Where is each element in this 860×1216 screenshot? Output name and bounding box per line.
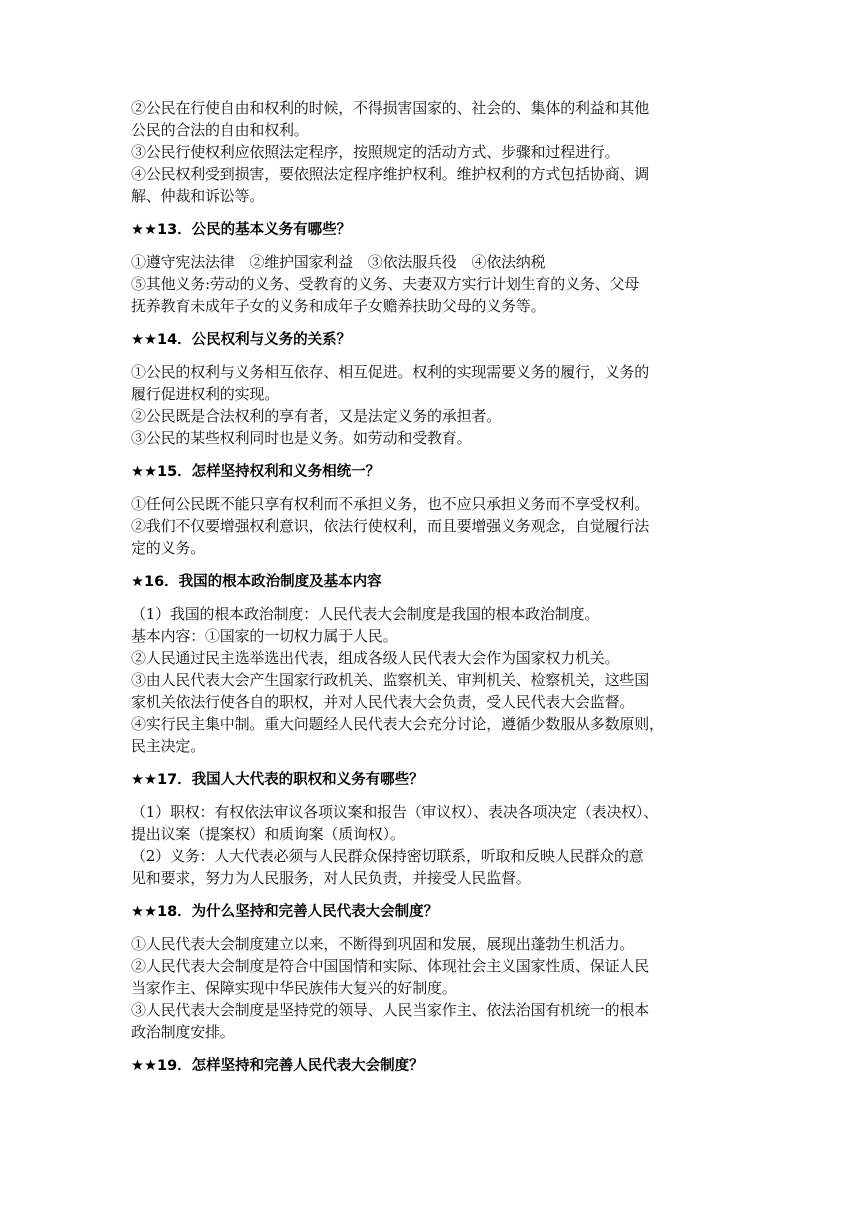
text-line: ②公民既是合法权利的享有者，又是法定义务的承担者。	[131, 407, 502, 425]
section-heading: ★★17．我国人大代表的职权和义务有哪些？	[131, 772, 424, 788]
text-line: （1）我国的根本政治制度：人民代表大会制度是我国的根本政治制度。	[131, 605, 600, 623]
document-page	[131, 97, 731, 1087]
section-14	[131, 329, 731, 449]
text-line: 基本内容：①国家的一切权力属于人民。	[131, 627, 398, 645]
section-17	[131, 769, 731, 889]
text-line: （2）义务：人大代表必须与人民群众保持密切联系，听取和反映人民群众的意	[131, 847, 644, 865]
section-18	[131, 901, 731, 1043]
text-line: 定的义务。	[131, 539, 206, 557]
section-heading: ★★18．为什么坚持和完善人民代表大会制度？	[131, 904, 439, 920]
text-line: 当家作主、保障实现中华民族伟大复兴的好制度。	[131, 979, 457, 997]
text-line: 公民的合法的自由和权利。	[131, 121, 309, 139]
section-heading: ★★19．怎样坚持和完善人民代表大会制度？	[131, 1058, 424, 1074]
text-line: 抚养教育未成年子女的义务和成年子女赡养扶助父母的义务等。	[131, 297, 546, 315]
text-line: ④实行民主集中制。重大问题经人民代表大会充分讨论，遵循少数服从多数原则，	[131, 715, 664, 733]
text-line: ①遵守宪法法律 ②维护国家利益 ③依法服兵役 ④依法纳税	[131, 253, 546, 271]
text-line: ①公民的权利与义务相互依存、相互促进。权利的实现需要义务的履行，义务的	[131, 363, 650, 381]
text-line: （1）职权：有权依法审议各项议案和报告（审议权）、表决各项决定（表决权）、	[131, 803, 659, 821]
text-line: 民主决定。	[131, 737, 206, 755]
section-heading: ★★13．公民的基本义务有哪些？	[131, 222, 352, 238]
section-16	[131, 571, 731, 757]
text-line: ⑤其他义务:劳动的义务、受教育的义务、夫妻双方实行计划生育的义务、父母	[131, 275, 640, 293]
section-heading: ★★14．公民权利与义务的关系？	[131, 332, 352, 348]
text-line: ②人民通过民主选举选出代表，组成各级人民代表大会作为国家权力机关。	[131, 649, 620, 667]
text-line: 家机关依法行使各自的职权，并对人民代表大会负责，受人民代表大会监督。	[131, 693, 635, 711]
section-15	[131, 461, 731, 559]
text-line: ②公民在行使自由和权利的时候，不得损害国家的、社会的、集体的利益和其他	[131, 99, 650, 117]
text-line: ④公民权利受到损害，要依照法定程序维护权利。维护权利的方式包括协商、调	[131, 165, 650, 183]
intro-block	[131, 97, 731, 207]
text-line: 提出议案（提案权）和质询案（质询权）。	[131, 825, 405, 843]
text-line: ②人民代表大会制度是符合中国国情和实际、体现社会主义国家性质、保证人民	[131, 957, 650, 975]
section-heading: ★★15．怎样坚持权利和义务相统一？	[131, 464, 381, 480]
text-line: ①任何公民既不能只享有权利而不承担义务，也不应只承担义务而不享受权利。	[131, 495, 650, 513]
text-line: 履行促进权利的实现。	[131, 385, 280, 403]
text-line: 见和要求，努力为人民服务，对人民负责，并接受人民监督。	[131, 869, 531, 887]
text-line: 政治制度安排。	[131, 1023, 235, 1041]
section-19	[131, 1055, 731, 1077]
text-line: ③人民代表大会制度是坚持党的领导、人民当家作主、依法治国有机统一的根本	[131, 1001, 650, 1019]
text-line: ③公民的某些权利同时也是义务。如劳动和受教育。	[131, 429, 472, 447]
text-line: ②我们不仅要增强权利意识，依法行使权利，而且要增强义务观念，自觉履行法	[131, 517, 650, 535]
text-line: ③公民行使权利应依照法定程序，按照规定的活动方式、步骤和过程进行。	[131, 143, 620, 161]
text-line: ③由人民代表大会产生国家行政机关、监察机关、审判机关、检察机关，这些国	[131, 671, 650, 689]
text-line: ①人民代表大会制度建立以来，不断得到巩固和发展，展现出蓬勃生机活力。	[131, 935, 635, 953]
section-13	[131, 219, 731, 317]
section-heading: ★16．我国的根本政治制度及基本内容	[131, 574, 382, 590]
text-line: 解、仲裁和诉讼等。	[131, 187, 265, 205]
